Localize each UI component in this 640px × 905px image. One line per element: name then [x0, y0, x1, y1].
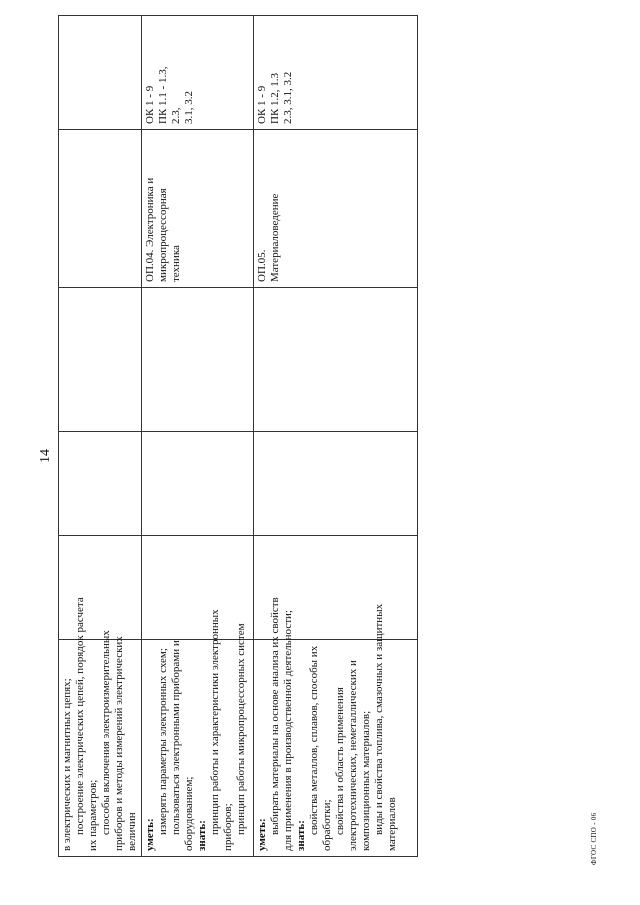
table-row — [142, 16, 254, 857]
text-line: величин — [126, 812, 138, 851]
curriculum-table — [58, 15, 418, 857]
text-line: обработки; — [321, 799, 333, 851]
discipline-line: техника — [170, 245, 182, 282]
requirements-cell — [142, 609, 254, 857]
empty-cell — [59, 288, 142, 432]
text-line: материалов — [386, 797, 398, 851]
text-line: построение электрических цепей, порядок расчета — [74, 597, 86, 835]
text-line: приборов и методы измерений электрических — [113, 636, 125, 851]
discipline-cell — [59, 130, 142, 288]
discipline-cell — [142, 130, 254, 288]
hours-class-cell — [59, 432, 142, 536]
hours-class-cell — [142, 432, 254, 536]
hours-max-cell — [59, 536, 142, 640]
competency-line: ОК 1 - 9 — [144, 85, 156, 124]
text-line: уметь: — [256, 818, 268, 851]
text-line: способы включения электроизмерительных — [100, 630, 112, 835]
text-line: для применения в производственной деятельности; — [282, 610, 294, 851]
requirements-cell — [254, 597, 418, 857]
discipline-line: ОП.04. Электроника и — [144, 177, 156, 282]
hours-class-cell — [254, 432, 418, 536]
table-row — [254, 16, 418, 857]
text-line: композиционных материалов; — [360, 710, 372, 851]
empty-cell — [254, 288, 418, 432]
text-line: оборудованием; — [183, 776, 195, 851]
text-line: пользоваться электронными приборами и — [170, 640, 182, 835]
text-line: знать: — [295, 820, 307, 851]
discipline-line: микропроцессорная — [157, 188, 169, 282]
text-line: принцип работы микропроцессорных систем — [235, 623, 247, 835]
discipline-line: ОП.05. — [256, 249, 268, 282]
competency-line: ОК 1 - 9 — [256, 85, 268, 124]
text-line: принцип работы и характеристики электронных — [209, 609, 221, 835]
table-row — [59, 16, 142, 857]
page-number: 14 — [38, 449, 53, 463]
empty-cell — [142, 288, 254, 432]
competency-line: ПК 1.2, 1.3 — [269, 72, 281, 124]
text-line: свойства металлов, сплавов, способы их — [308, 645, 320, 835]
competency-line: 3.1, 3.2 — [183, 91, 195, 124]
footer-code: ФГОС СПО - 06 — [590, 812, 598, 865]
text-line: уметь: — [144, 818, 156, 851]
text-line: виды и свойства топлива, смазочных и защитных — [373, 603, 385, 835]
text-line: приборов; — [222, 803, 234, 851]
text-line: знать: — [196, 820, 208, 851]
competency-line: ПК 1.1 - 1.3, — [157, 66, 169, 124]
text-line: их параметров; — [87, 779, 99, 851]
competency-line: 2.3, — [170, 107, 182, 124]
requirements-cell — [59, 597, 142, 857]
discipline-line: Материаловедение — [269, 193, 281, 282]
text-line: выбирать материалы на основе анализа их свойств — [269, 597, 281, 835]
text-line: измерять параметры электронных схем; — [157, 648, 169, 835]
text-line: электротехнических, неметаллических и — [347, 660, 359, 851]
competencies-cell — [59, 16, 142, 130]
text-line: свойства и область применения — [334, 687, 346, 835]
competencies-cell — [142, 16, 254, 130]
text-line: в электрических и магнитных цепях; — [61, 678, 73, 851]
competencies-cell — [254, 16, 418, 130]
competency-line: 2.3, 3.1, 3.2 — [282, 71, 294, 124]
discipline-cell — [254, 130, 418, 288]
